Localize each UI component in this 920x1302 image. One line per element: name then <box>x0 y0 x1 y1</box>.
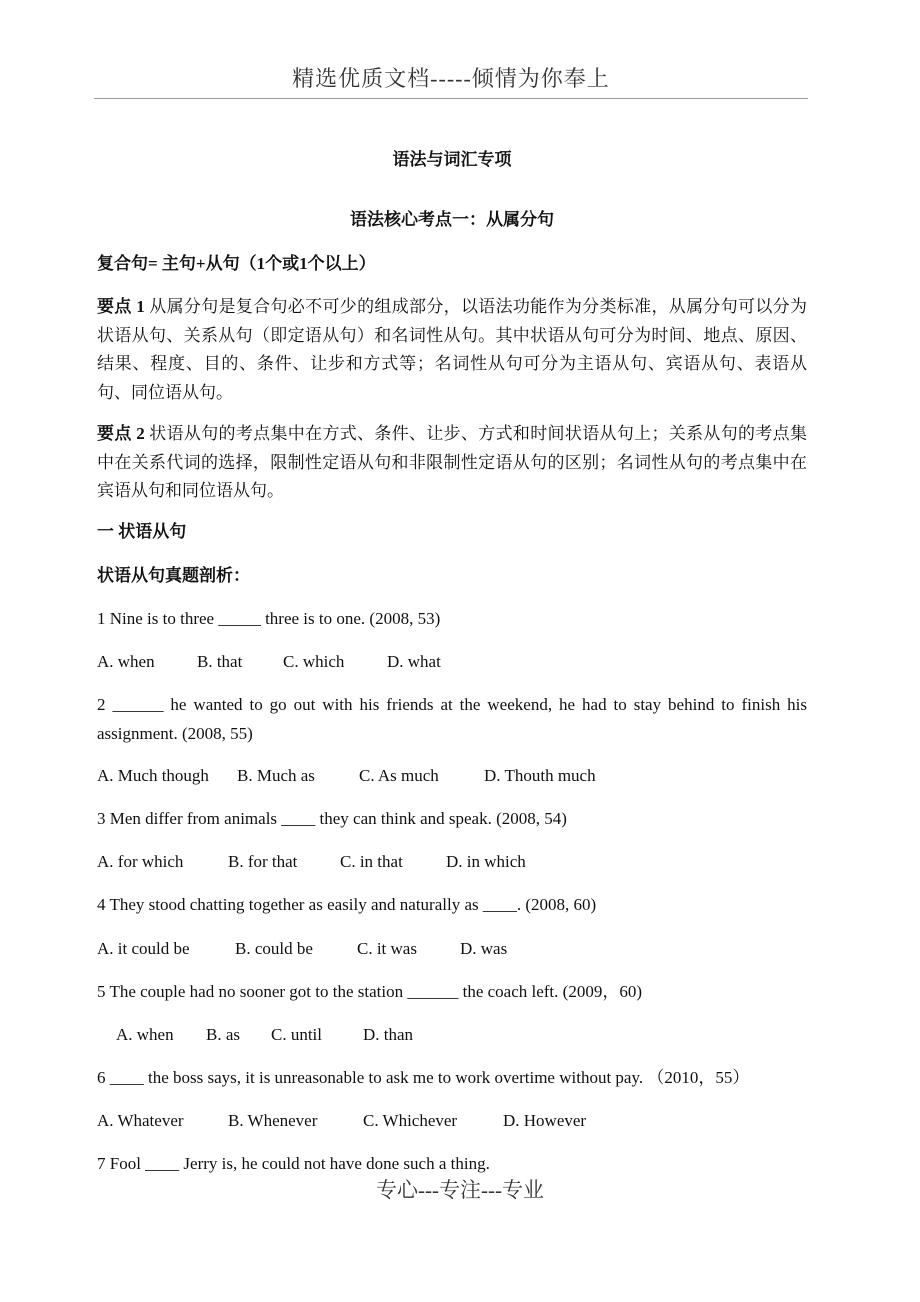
option: D. what <box>387 652 441 671</box>
document-subtitle: 语法核心考点一：从属分句 <box>350 210 554 229</box>
option: B. that <box>197 652 243 671</box>
key-point-2 <box>97 420 807 506</box>
option: A. for which <box>97 852 184 871</box>
page-footer: 专心---专注---专业 <box>376 1178 544 1202</box>
section-heading: 一 状语从句 <box>97 522 187 541</box>
question-options <box>116 1021 826 1049</box>
question-stem: 2 ______ he wanted to go out with his friends at the weekend, he had to stay behind to finish his assignment. (2008, 55) <box>97 695 807 743</box>
question-options <box>97 935 807 963</box>
key-point-label: 要点 1 <box>97 297 145 316</box>
option: B. could be <box>235 939 313 958</box>
question-stem: 6 ____ the boss says, it is unreasonable to ask me to work overtime without pay. （2010，55） <box>97 1068 750 1087</box>
option: A. Much though <box>97 766 209 785</box>
formula-line: 复合句= 主句+从句（1个或1个以上） <box>97 254 376 273</box>
option: D. than <box>363 1025 414 1044</box>
question-stem: 5 The couple had no sooner got to the station ______ the coach left. (2009，60) <box>97 982 642 1001</box>
question-stem: 3 Men differ from animals ____ they can think and speak. (2008, 54) <box>97 809 567 828</box>
question-options <box>97 1107 807 1135</box>
option: B. Much as <box>237 766 315 785</box>
page-header: 精选优质文档-----倾情为你奉上 <box>94 62 808 99</box>
question-options <box>97 848 807 876</box>
option: A. Whatever <box>97 1111 184 1130</box>
key-point-text: 从属分句是复合句必不可少的组成部分，以语法功能作为分类标准，从属分句可以分为状语从句、关系从句（即定语从句）和名词性从句。其中状语从句可分为时间、地点、原因、结果、程度、目的、条件、让步和方式等；名词性从句可分为主语从句、宾语从句、表语从句、同位语从句。 <box>97 297 808 402</box>
option: C. As much <box>359 766 439 785</box>
question-options <box>97 648 807 676</box>
question-stem: 1 Nine is to three _____ three is to one. (2008, 53) <box>97 609 441 628</box>
analysis-heading: 状语从句真题剖析： <box>97 566 250 585</box>
option: B. for that <box>228 852 298 871</box>
option: C. until <box>271 1025 323 1044</box>
option: D. was <box>460 939 508 958</box>
option: D. Thouth much <box>484 766 596 785</box>
option: A. when <box>116 1025 174 1044</box>
question-stem: 7 Fool ____ Jerry is, he could not have done such a thing. <box>97 1154 490 1173</box>
document-title: 语法与词汇专项 <box>392 150 512 169</box>
option: A. it could be <box>97 939 190 958</box>
option: D. However <box>503 1111 587 1130</box>
option: B. Whenever <box>228 1111 318 1130</box>
key-point-text: 状语从句的考点集中在方式、条件、让步、方式和时间状语从句上；关系从句的考点集中在关系代词的选择，限制性定语从句和非限制性定语从句的区别；名词性从句的考点集中在宾语从句和同位语从句。 <box>97 424 808 500</box>
option: A. when <box>97 652 155 671</box>
option: C. in that <box>340 852 403 871</box>
option: C. Whichever <box>363 1111 458 1130</box>
question-options <box>97 762 807 790</box>
option: C. it was <box>357 939 417 958</box>
option: C. which <box>283 652 345 671</box>
question-stem: 4 They stood chatting together as easily and naturally as ____. (2008, 60) <box>97 895 597 914</box>
option: D. in which <box>446 852 526 871</box>
option: B. as <box>206 1025 240 1044</box>
key-point-1 <box>97 293 807 407</box>
key-point-label: 要点 2 <box>97 424 145 443</box>
